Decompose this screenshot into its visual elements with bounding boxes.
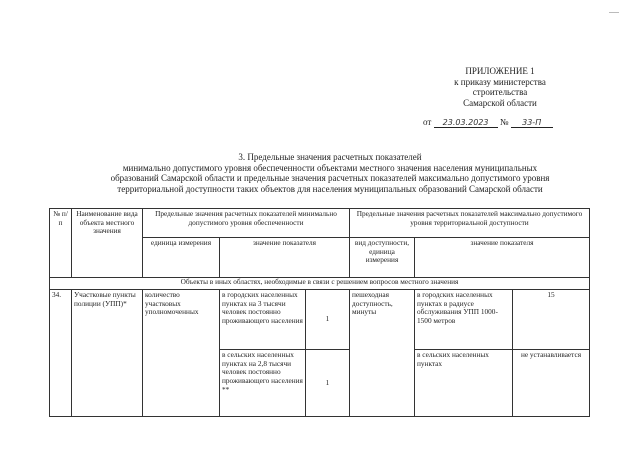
- row-unit: количество участковых уполномоченных: [143, 290, 220, 417]
- appendix-title: ПРИЛОЖЕНИЕ 1: [465, 66, 535, 76]
- rural-value: 1: [306, 350, 350, 417]
- number-prefix: №: [499, 117, 509, 127]
- title-line-3: образований Самарской области и предельные значения расчетных показателей максимально допустимого уровня: [110, 173, 550, 184]
- row-object-name: Участковые пункты полиции (УПП)*: [72, 290, 143, 417]
- appendix-line-3: строительства: [472, 87, 528, 97]
- indicators-table: [49, 208, 590, 417]
- access-type: пешеходная доступность, минуты: [350, 290, 415, 417]
- section-row: Объекты в иных областях, необходимые в связи с решением вопросов местного значения: [50, 278, 590, 290]
- rural-access-value: не устанавливается: [513, 350, 590, 417]
- urban-access-value: 15: [513, 290, 590, 350]
- order-number: 33-П: [511, 118, 553, 128]
- title-line-2: минимально допустимого уровня обеспеченности объектами местного значения населения муниципальных: [122, 162, 538, 173]
- appendix-line-2: к приказу министерства: [454, 76, 546, 87]
- order-date-number: [423, 117, 603, 128]
- header-unit: единица измерения: [143, 238, 220, 278]
- header-object-name: Наименование вида объекта местного значения: [72, 209, 143, 278]
- header-value: значение показателя: [220, 238, 350, 278]
- appendix-header: [420, 66, 580, 108]
- urban-value: 1: [306, 290, 350, 350]
- row-number: 34.: [50, 290, 72, 417]
- header-number: № п/п: [50, 209, 72, 278]
- urban-condition: в городских населенных пунктах на 3 тысячи человек постоянно проживающего населения: [220, 290, 306, 350]
- date-prefix: от: [423, 117, 432, 127]
- corner-mark: [609, 12, 619, 16]
- rural-access-condition: в сельских населенных пунктах: [415, 350, 513, 417]
- order-date: 23.03.2023: [434, 118, 498, 128]
- appendix-line-4: Самарской области: [463, 97, 537, 108]
- header-value-2: значение показателя: [415, 238, 590, 278]
- header-access-type: вид доступности, единица измерения: [350, 238, 415, 278]
- document-title: [40, 152, 620, 194]
- title-line-4: территориальной доступности таких объектов для населения муниципальных образований Самарской области: [117, 183, 543, 194]
- urban-radius-condition: в городских населенных пунктах в радиусе обслуживания УПП 1000-1500 метров: [415, 290, 513, 350]
- header-min-provision: Предельные значения расчетных показателей минимально допустимого уровня обеспеченности: [143, 209, 350, 238]
- title-line-1: 3. Предельные значения расчетных показателей: [238, 152, 422, 162]
- rural-condition: в сельских населенных пунктах на 2,8 тысячи человек постоянно проживающего населения **: [220, 350, 306, 417]
- header-max-accessibility: Предельные значения расчетных показателей максимально допустимого уровня территориальной доступности: [350, 209, 590, 238]
